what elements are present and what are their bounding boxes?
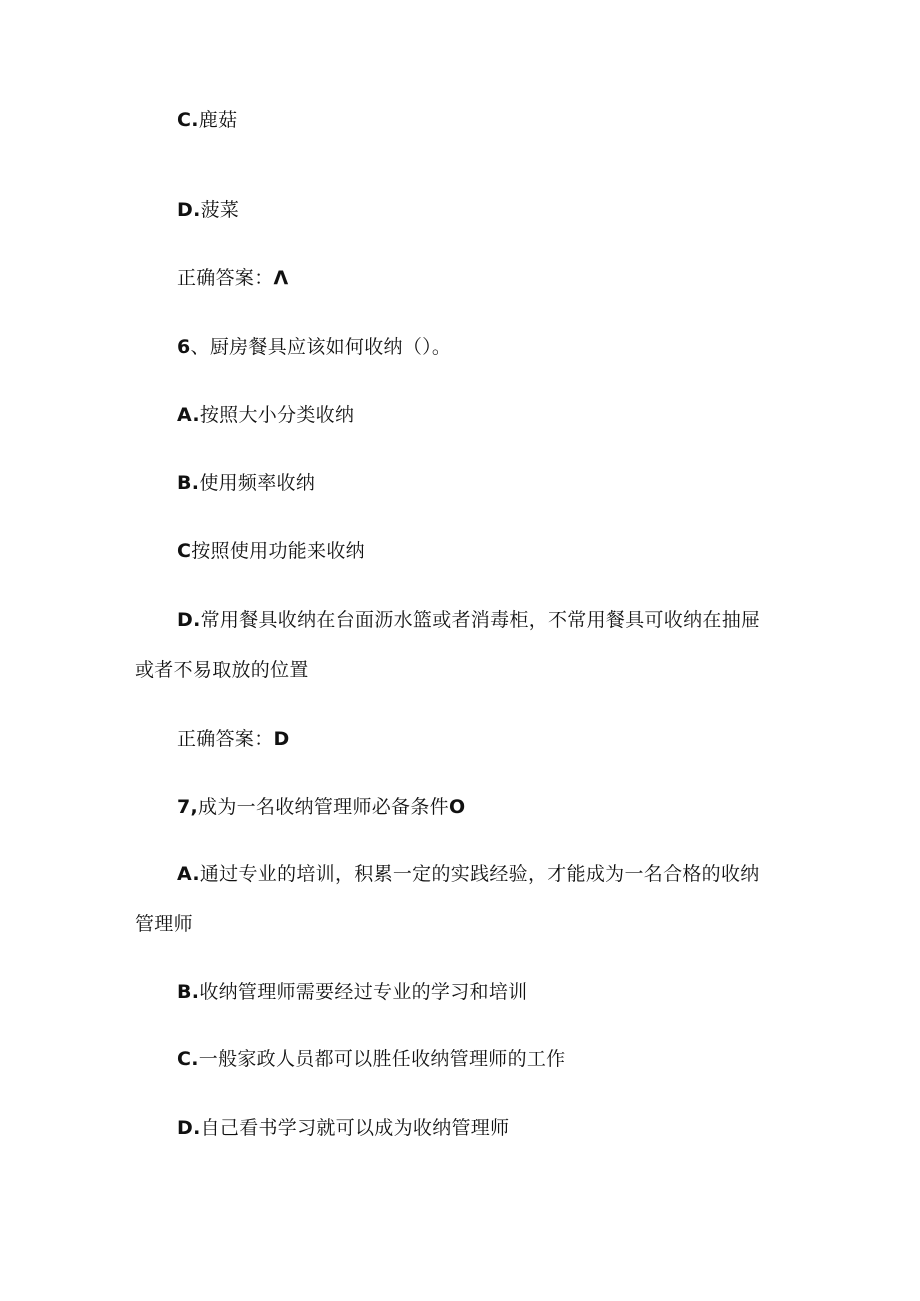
option-d-prev: [177, 198, 239, 222]
option-text: 管理师: [135, 913, 193, 935]
answer-value: D: [273, 728, 290, 750]
option-b-q6: [177, 471, 315, 495]
option-label: C.: [177, 1048, 199, 1070]
option-label: B.: [177, 981, 200, 1003]
option-label: D.: [177, 199, 201, 221]
option-label: B.: [177, 472, 200, 494]
option-text: 收纳管理师需要经过专业的学习和培训: [199, 981, 528, 1003]
answer-value: Λ: [273, 267, 289, 289]
option-d-q6: [177, 608, 760, 632]
option-text: 菠菜: [200, 199, 240, 221]
option-text: 鹿菇: [198, 109, 238, 131]
option-c-q7: [177, 1047, 565, 1071]
option-label: C: [177, 540, 192, 562]
option-c-prev: [177, 108, 237, 132]
option-label: C.: [177, 109, 199, 131]
answer-label: 正确答案：: [177, 267, 274, 289]
option-a-q7-continued: [135, 912, 193, 936]
option-text: 或者不易取放的位置: [135, 659, 309, 681]
option-a-q7: [177, 862, 760, 886]
option-d-q6-continued: [135, 658, 309, 682]
option-text: 一般家政人员都可以胜任收纳管理师的工作: [198, 1048, 566, 1070]
option-label: D.: [177, 1117, 201, 1139]
option-text: 自己看书学习就可以成为收纳管理师: [200, 1117, 510, 1139]
question-text: 成为一名收纳管理师必备条件: [198, 796, 449, 818]
option-b-q7: [177, 980, 527, 1004]
question-number: 7,: [177, 796, 199, 818]
answer-label: 正确答案：: [177, 728, 274, 750]
option-label: A.: [177, 863, 200, 885]
answer-line-5: [177, 266, 289, 290]
question-text: 、厨房餐具应该如何收纳（）。: [190, 336, 452, 358]
option-text: 通过专业的培训，积累一定的实践经验，才能成为一名合格的收纳: [199, 863, 760, 885]
option-c-q6: [177, 539, 365, 563]
option-text: 常用餐具收纳在台面沥水篮或者消毒柜，不常用餐具可收纳在抽屉: [200, 609, 761, 631]
question-suffix: O: [448, 796, 466, 818]
option-a-q6: [177, 403, 354, 427]
option-text: 按照使用功能来收纳: [191, 540, 365, 562]
question-6: [177, 335, 451, 359]
option-d-q7: [177, 1116, 509, 1140]
question-number: 6: [177, 336, 191, 358]
option-label: A.: [177, 404, 200, 426]
option-text: 使用频率收纳: [199, 472, 316, 494]
option-label: D.: [177, 609, 201, 631]
question-7: [177, 795, 465, 819]
option-text: 按照大小分类收纳: [199, 404, 355, 426]
answer-line-6: [177, 727, 290, 751]
